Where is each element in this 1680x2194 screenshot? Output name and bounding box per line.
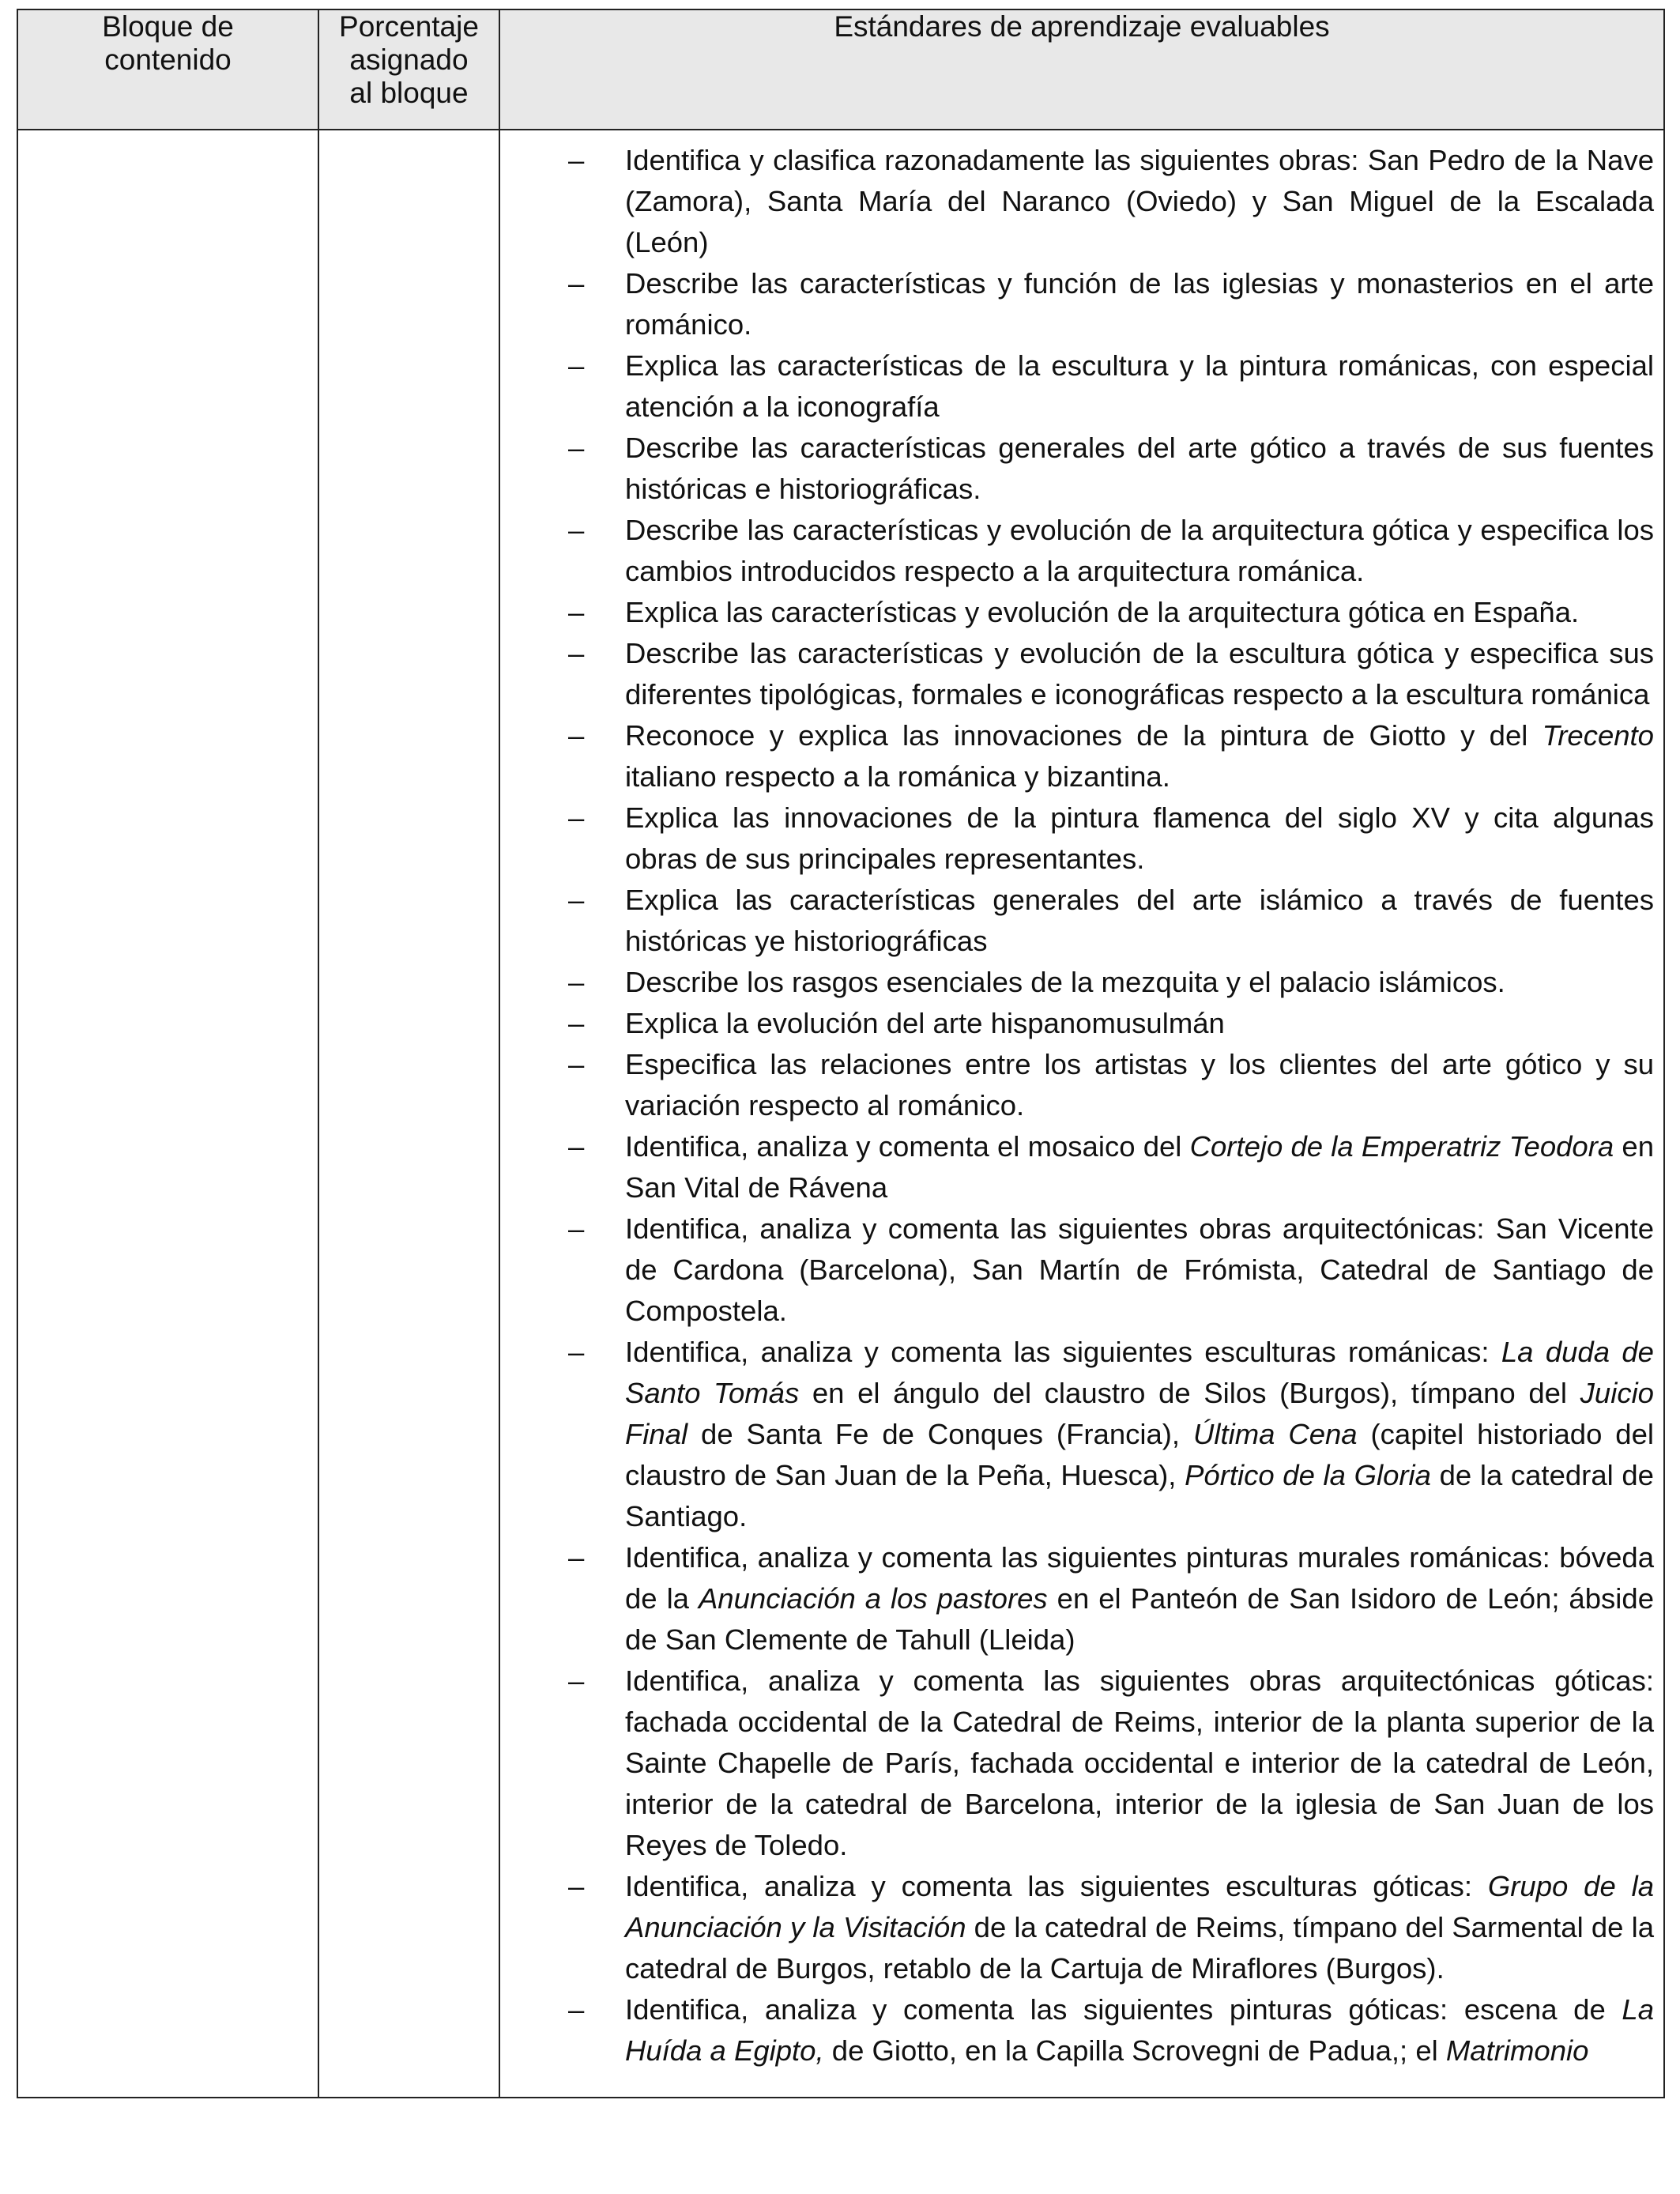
dash-bullet: – xyxy=(568,1007,585,1039)
list-item xyxy=(500,592,1654,633)
standards-list xyxy=(500,130,1663,2071)
dash-bullet: – xyxy=(568,1212,585,1245)
standard-text xyxy=(625,267,1654,341)
italic-title: Juicio Final xyxy=(625,1377,1654,1450)
table-row xyxy=(17,130,1664,2098)
text-run: Identifica, analiza y comenta las siguientes obras arquitectónicas góticas: fachada occidental de la Catedral de Reims, interior de la planta superior de la Sainte Chapelle de París, fachada occidental e interior de la catedral de León, interior de la catedral de Barcelona, interior de la iglesia de San Juan de los Reyes de Toledo. xyxy=(625,1664,1654,1861)
standard-text xyxy=(625,966,1505,998)
dash-bullet: – xyxy=(568,1993,585,2026)
italic-title: La duda de Santo Tomás xyxy=(625,1336,1654,1409)
text-run: Reconoce y explica las innovaciones de la pintura de Giotto y del xyxy=(625,719,1543,752)
list-item xyxy=(500,1208,1654,1332)
header-line: Porcentaje xyxy=(339,10,479,43)
list-item xyxy=(500,962,1654,1003)
text-run: de Giotto, en la Capilla Scrovegni de Padua,; el xyxy=(823,2034,1446,2067)
text-run: Identifica, analiza y comenta las siguientes esculturas góticas: xyxy=(625,1870,1488,1902)
dash-bullet: – xyxy=(568,1870,585,1902)
list-item xyxy=(500,1866,1654,1989)
text-run: Describe las características generales del arte gótico a través de sus fuentes históricas e historiográficas. xyxy=(625,432,1654,505)
list-item xyxy=(500,1126,1654,1208)
dash-bullet: – xyxy=(568,1130,585,1163)
dash-bullet: – xyxy=(568,432,585,464)
list-item xyxy=(500,140,1654,263)
standard-text xyxy=(625,637,1654,711)
text-run: (capitel historiado del claustro de San Juan de la Peña, Huesca), xyxy=(625,1418,1654,1491)
list-item xyxy=(500,1332,1654,1537)
text-run: de la catedral de Santiago. xyxy=(625,1459,1654,1532)
italic-title: Grupo de la Anunciación y la Visitación xyxy=(625,1870,1654,1943)
italic-title: Trecento xyxy=(1542,719,1654,752)
text-run: Explica las características y evolución de la arquitectura gótica en España. xyxy=(625,596,1580,628)
text-run: Describe las características y evolución de la arquitectura gótica y especifica los cambios introducidos respecto a la arquitectura románica. xyxy=(625,514,1654,587)
text-run: en el Panteón de San Isidoro de León; ábside de San Clemente de Tahull (Lleida) xyxy=(625,1582,1654,1656)
header-estandares xyxy=(499,9,1664,130)
text-run: Identifica, analiza y comenta las siguientes pinturas murales románicas: bóveda de la xyxy=(625,1541,1654,1615)
standard-text xyxy=(625,349,1654,423)
list-item xyxy=(500,797,1654,880)
standard-text xyxy=(625,1130,1654,1204)
list-item xyxy=(500,1661,1654,1866)
cell-estandares xyxy=(499,130,1664,2098)
text-run: de Santa Fe de Conques (Francia), xyxy=(687,1418,1193,1450)
italic-title: Matrimonio xyxy=(1445,2034,1589,2067)
standard-text xyxy=(625,1870,1654,1985)
text-run: Describe los rasgos esenciales de la mezquita y el palacio islámicos. xyxy=(625,966,1505,998)
text-run: Explica la evolución del arte hispanomusulmán xyxy=(625,1007,1225,1039)
standard-text xyxy=(625,514,1654,587)
dash-bullet: – xyxy=(568,1664,585,1697)
header-line: al bloque xyxy=(349,77,469,109)
standard-text xyxy=(625,801,1654,875)
dash-bullet: – xyxy=(568,349,585,382)
cell-bloque-empty xyxy=(17,130,318,2098)
list-item xyxy=(500,1044,1654,1126)
list-item xyxy=(500,428,1654,510)
text-run: de la catedral de Reims, tímpano del Sarmental de la catedral de Burgos, retablo de la Cartuja de Miraflores (Burgos). xyxy=(625,1911,1655,1985)
dash-bullet: – xyxy=(568,514,585,546)
header-line: Estándares de aprendizaje evaluables xyxy=(834,10,1330,43)
dash-bullet: – xyxy=(568,884,585,916)
italic-title: Anunciación a los pastores xyxy=(698,1582,1048,1615)
text-run: Explica las características de la escultura y la pintura románicas, con especial atención a la iconografía xyxy=(625,349,1654,423)
standard-text xyxy=(625,884,1654,957)
text-run: Explica las características generales del arte islámico a través de fuentes históricas ye historiográficas xyxy=(625,884,1654,957)
text-run: en el ángulo del claustro de Silos (Burgos), tímpano del xyxy=(799,1377,1580,1409)
italic-title: La Huída a Egipto, xyxy=(625,1993,1654,2067)
text-run: Identifica, analiza y comenta las siguientes esculturas románicas: xyxy=(625,1336,1501,1368)
standard-text xyxy=(625,1007,1225,1039)
list-item xyxy=(500,1003,1654,1044)
header-line: contenido xyxy=(104,43,232,76)
list-item xyxy=(500,1537,1654,1661)
text-run: Explica las innovaciones de la pintura flamenca del siglo XV y cita algunas obras de sus principales representantes. xyxy=(625,801,1654,875)
standards-table xyxy=(17,9,1665,2098)
italic-title: Pórtico de la Gloria xyxy=(1185,1459,1431,1491)
standard-text xyxy=(625,1993,1654,2067)
dash-bullet: – xyxy=(568,966,585,998)
list-item xyxy=(500,263,1654,345)
dash-bullet: – xyxy=(568,637,585,669)
text-run: en San Vital de Rávena xyxy=(625,1130,1654,1204)
italic-title: Cortejo de la Emperatriz Teodora xyxy=(1189,1130,1614,1163)
list-item xyxy=(500,633,1654,715)
standard-text xyxy=(625,1048,1654,1122)
standard-text xyxy=(625,1664,1654,1861)
standard-text xyxy=(625,719,1654,793)
header-porcentaje xyxy=(318,9,499,130)
header-line: Bloque de xyxy=(102,10,234,43)
standard-text xyxy=(625,1212,1654,1327)
standard-text xyxy=(625,596,1579,628)
cell-porcentaje-empty xyxy=(318,130,499,2098)
header-bloque-de-contenido xyxy=(17,9,318,130)
dash-bullet: – xyxy=(568,801,585,834)
dash-bullet: – xyxy=(568,1336,585,1368)
dash-bullet: – xyxy=(568,719,585,752)
dash-bullet: – xyxy=(568,1541,585,1574)
text-run: Identifica y clasifica razonadamente las siguientes obras: San Pedro de la Nave (Zamora), Santa María del Naranco (Oviedo) y San Miguel de la Escalada (León) xyxy=(625,144,1654,258)
standard-text xyxy=(625,144,1654,258)
dash-bullet: – xyxy=(568,267,585,300)
list-item xyxy=(500,715,1654,797)
standard-text xyxy=(625,1541,1654,1656)
list-item xyxy=(500,1989,1654,2071)
header-line: asignado xyxy=(349,43,469,76)
list-item xyxy=(500,510,1654,592)
table-header-row xyxy=(17,9,1664,130)
italic-title: Última Cena xyxy=(1193,1418,1358,1450)
list-item xyxy=(500,880,1654,962)
text-run: italiano respecto a la románica y bizantina. xyxy=(625,760,1170,793)
list-item xyxy=(500,345,1654,428)
text-run: Identifica, analiza y comenta las siguientes obras arquitectónicas: San Vicente de Cardona (Barcelona), San Martín de Frómista, Catedral de Santiago de Compostela. xyxy=(625,1212,1654,1327)
text-run: Especifica las relaciones entre los artistas y los clientes del arte gótico y su variación respecto al románico. xyxy=(625,1048,1654,1122)
text-run: Describe las características y evolución de la escultura gótica y especifica sus diferentes tipológicas, formales e iconográficas respecto a la escultura románica xyxy=(625,637,1654,711)
dash-bullet: – xyxy=(568,144,585,176)
dash-bullet: – xyxy=(568,596,585,628)
text-run: Identifica, analiza y comenta el mosaico del xyxy=(625,1130,1190,1163)
text-run: Describe las características y función de las iglesias y monasterios en el arte románico. xyxy=(625,267,1654,341)
standard-text xyxy=(625,432,1654,505)
dash-bullet: – xyxy=(568,1048,585,1080)
standard-text xyxy=(625,1336,1654,1532)
text-run: Identifica, analiza y comenta las siguientes pinturas góticas: escena de xyxy=(625,1993,1622,2026)
